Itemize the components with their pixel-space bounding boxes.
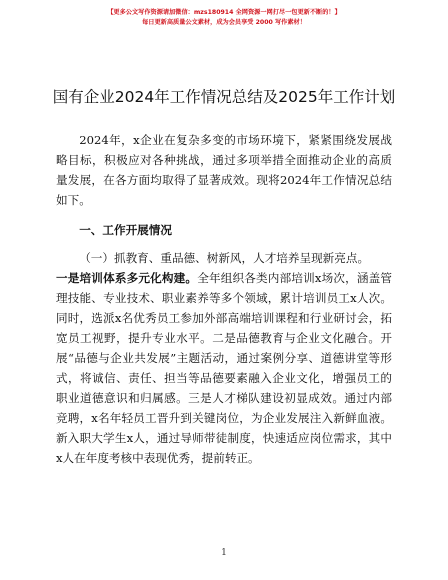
body-paragraph <box>56 268 392 468</box>
promo-banner-line1: 【更多公文写作资源请加微信：mzs180914 全网资源一网打尽一包更新不断的！】 <box>107 9 341 16</box>
paragraph-lead: 一是培训体系多元化构建。 <box>56 271 198 285</box>
subsection-heading: （一）抓教育、重品德、树新风，人才培养呈现新亮点。 <box>79 251 370 265</box>
document-title: 国有企业2024年工作情况总结及2025年工作计划 <box>52 88 396 106</box>
paragraph-text-a: 全年组织各类内部培训x场次，涵盖管理技能、专业技术、职业素养等多个领域，累计培训员工x人次。 <box>56 271 392 305</box>
document-body <box>56 130 392 468</box>
section-heading: 一、工作开展情况 <box>79 223 172 237</box>
promo-banner <box>0 8 448 28</box>
intro-paragraph: 2024年，x企业在复杂多变的市场环境下，紧紧围绕发展战略目标，积极应对各种挑战，通过多项举措全面推动企业的高质量发展，在各方面均取得了显著成效。现将2024年工作情况总结如下。 <box>56 133 392 207</box>
promo-banner-line2: 每日更新高质量公文素材，成为会员享受 2000 写作素材！ <box>142 19 306 26</box>
paragraph-text-b: 同时，选派x名优秀员工参加外部高端培训课程和行业研讨会，拓宽员工视野，提升专业水平。二是品德教育与企业文化融合。开展“品德与企业共发展”主题活动，通过案例分享、道德讲堂等形式，将诚信、责任、担当等品德要素融入企业文化，增强员工的职业道德意识和归属感。三是人才梯队建设初显成效。通过内部竞聘，x名年轻员工晋升到关键岗位，为企业发展注入新鲜血液。新入职大学生x人，通过导师带徒制度，快速适应岗位需求，其中x人在年度考核中表现优秀，提前转正。 <box>56 311 392 465</box>
page-number: 1 <box>221 548 227 558</box>
